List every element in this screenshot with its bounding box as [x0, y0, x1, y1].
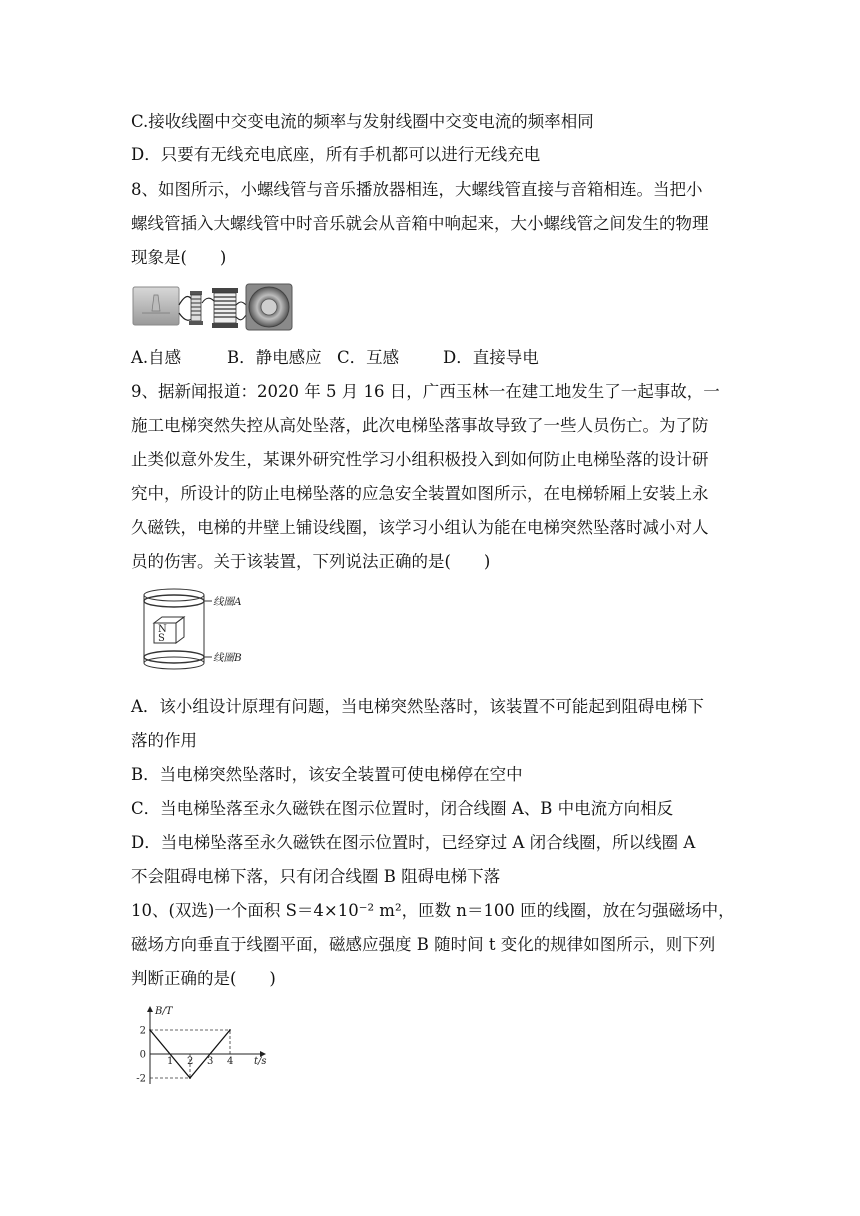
x-axis-label: t/s	[254, 1056, 267, 1067]
b-t-chart	[134, 1004, 274, 1090]
q8-option-d: D．直接导电	[443, 348, 539, 367]
q9-option-c: C．当电梯坠落至永久磁铁在图示位置时，闭合线圈 A、B 中电流方向相反	[131, 799, 674, 818]
y-tick-label: -2	[136, 1073, 146, 1085]
magnet-n-label: N	[158, 624, 167, 635]
q9-option-b: B．当电梯突然坠落时，该安全装置可使电梯停在空中	[131, 765, 523, 784]
data-point	[189, 1077, 191, 1079]
y-tick-label: 2	[139, 1025, 146, 1037]
y-axis-label: B/T	[155, 1006, 173, 1017]
q9-option-d-line2: 不会阻碍电梯下落，只有闭合线圈 B 阻碍电梯下落	[131, 867, 501, 886]
elevator-coil-figure	[140, 585, 270, 673]
q8-option-b: B．静电感应	[227, 348, 322, 367]
x-tick-label: 1	[167, 1056, 174, 1067]
q8-stem-line2: 螺线管插入大螺线管中时音乐就会从音箱中响起来，大小螺线管之间发生的物理	[131, 214, 709, 233]
q9-option-d-line1: D．当电梯坠落至永久磁铁在图示位置时，已经穿过 A 闭合线圈，所以线圈 A	[131, 833, 696, 852]
x-tick-label: 4	[227, 1056, 234, 1067]
q10-stem-line1: 10、(双选)一个面积 S＝4×10⁻² m²，匝数 n＝100 匝的线圈，放在匀强磁场中，	[131, 901, 735, 920]
x-tick-label: 3	[207, 1056, 214, 1067]
q9-option-a-line2: 落的作用	[131, 731, 197, 750]
q8-option-a: A.自感	[131, 348, 182, 367]
speaker-icon	[246, 284, 292, 330]
y-axis-arrow	[147, 1006, 153, 1012]
magnet-s-label: S	[158, 633, 165, 644]
q8-options	[131, 348, 539, 368]
q10-stem-line3: 判断正确的是( )	[131, 969, 276, 988]
q7-option-d: D．只要有无线充电底座，所有手机都可以进行无线充电	[131, 145, 541, 164]
q9-stem-line4: 究中，所设计的防止电梯坠落的应急安全装置如图所示，在电梯轿厢上安装上永	[131, 484, 709, 503]
coil-b-label: 线圈B	[213, 652, 242, 664]
y-tick-label: 0	[139, 1049, 146, 1061]
q9-stem-line3: 止类似意外发生，某课外研究性学习小组积极投入到如何防止电梯坠落的设计研	[131, 450, 709, 469]
q9-stem-line1: 9、据新闻报道：2020 年 5 月 16 日，广西玉林一在建工地发生了一起事故，一	[131, 382, 720, 401]
q9-stem-line2: 施工电梯突然失控从高处坠落，此次电梯坠落事故导致了一些人员伤亡。为了防	[131, 416, 709, 435]
solenoid-speaker-figure	[132, 283, 294, 331]
q8-stem-line1: 8、如图所示，小螺线管与音乐播放器相连，大螺线管直接与音箱相连。当把小	[131, 180, 703, 199]
data-point	[149, 1029, 151, 1031]
q9-stem-line6: 员的伤害。关于该装置，下列说法正确的是( )	[131, 552, 491, 571]
small-solenoid-icon	[189, 291, 203, 325]
x-tick-label: 2	[187, 1056, 194, 1067]
large-solenoid-icon	[212, 288, 238, 328]
q9-option-a-line1: A．该小组设计原理有问题，当电梯突然坠落时，该装置不可能起到阻碍电梯下	[131, 697, 704, 716]
q8-option-c: C．互感	[337, 348, 400, 367]
q9-stem-line5: 久磁铁，电梯的井壁上铺设线圈，该学习小组认为能在电梯突然坠落时减小对人	[131, 518, 709, 537]
q7-option-c: C.接收线圈中交变电流的频率与发射线圈中交变电流的频率相同	[131, 112, 594, 131]
coil-a-label: 线圈A	[213, 596, 242, 608]
q10-stem-line2: 磁场方向垂直于线圈平面，磁感应强度 B 随时间 t 变化的规律如图所示，则下列	[131, 935, 716, 954]
data-point	[229, 1029, 231, 1031]
q8-stem-line3: 现象是( )	[131, 248, 227, 267]
